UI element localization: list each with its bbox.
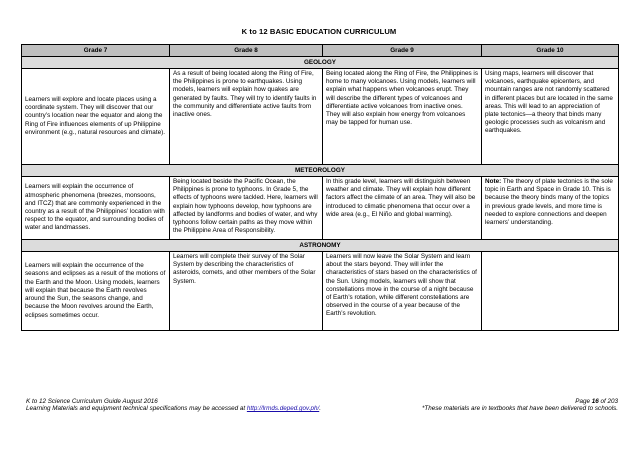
table-row — [22, 177, 619, 240]
meteorology-grade-9-cell: In this grade level, learners will distinguish between weather and climate. They will explain how different factors affect the climate of an area. They will also be introduced to climatic phenomena that occur over a wide area (e.g., El Niño and global warming). — [323, 177, 482, 240]
section-row-astronomy — [22, 240, 619, 252]
curriculum-table — [21, 44, 619, 331]
astronomy-grade-8-cell: Learners will complete their survey of the Solar System by describing the characteristics of asteroids, comets, and other members of the Solar System. — [170, 252, 323, 331]
astronomy-grade-9-cell: Learners will now leave the Solar System and learn about the stars beyond. They will infer the characteristics of stars based on the characteristics of the Sun. Using models, learners will show that constellations move in the course of a night because of Earth’s rotation, while different constellations are observed in the course of a year because of the Earth’s revolution. — [323, 252, 482, 331]
geology-grade-8-cell: As a result of being located along the Ring of Fire, the Philippines is prone to earthquakes. Using models, learners will explain how quakes are generated by faults. They will try to identify faults in the community and differentiate active faults from inactive ones. — [170, 69, 323, 165]
header-grade-8: Grade 8 — [170, 45, 323, 57]
geology-grade-10-cell: Using maps, learners will discover that volcanoes, earthquake epicenters, and mountain ranges are not randomly scattered in different places but are located in the same areas. This will lead to an appreciation of plate tectonics—a theory that binds many geologic processes such as volcanism and earthquakes. — [482, 69, 619, 165]
document-title: K to 12 BASIC EDUCATION CURRICULUM — [241, 27, 397, 36]
meteorology-grade-10-cell — [482, 177, 619, 240]
header-grade-9: Grade 9 — [323, 45, 482, 57]
header-grade-10: Grade 10 — [482, 45, 619, 57]
materials-prefix: Learning Materials and equipment technical specifications may be accessed at — [26, 405, 247, 412]
note-text: The theory of plate tectonics is the sole topic in Earth and Space in Grade 10. This is because the theory binds many of the topics in previous grade levels, and more time is needed to explore connections and deepen learners’ understanding. — [485, 178, 613, 227]
table-row — [22, 69, 619, 165]
meteorology-grade-8-cell: Being located beside the Pacific Ocean, the Philippines is prone to typhoons. In Grade 5, the effects of typhoons were tackled. Here, learners will explain how typhoons develop, how typhoons are affected by landforms and bodies of water, and why typhoons follow certain paths as they move within the Philippine Area of Responsibility. — [170, 177, 323, 240]
section-title-astronomy: ASTRONOMY — [22, 240, 619, 252]
section-row-geology — [22, 57, 619, 69]
section-title-geology: GEOLOGY — [22, 57, 619, 69]
table-row — [22, 252, 619, 331]
astronomy-grade-10-cell — [482, 252, 619, 331]
page-suffix: of 203 — [598, 398, 618, 405]
page-footer — [26, 398, 618, 412]
header-grade-7: Grade 7 — [22, 45, 170, 57]
page-indicator — [575, 398, 618, 405]
footer-guide-title: K to 12 Science Curriculum Guide August 2016 — [26, 398, 158, 405]
lrmds-link[interactable]: http://lrmds.deped.gov.ph/ — [246, 405, 320, 412]
footer-materials-note — [26, 405, 321, 412]
astronomy-grade-7-cell: Learners will explain the occurrence of the seasons and eclipses as a result of the motions of the Earth and the Moon. Using models, learners will explain that because the Earth revolves around the Sun, the seasons change, and because the Moon revolves around the Earth, eclipses sometimes occur. — [22, 252, 170, 331]
section-row-meteorology — [22, 165, 619, 177]
section-title-meteorology: METEOROLOGY — [22, 165, 619, 177]
materials-suffix: . — [319, 405, 321, 412]
note-label: Note: — [485, 178, 502, 185]
meteorology-grade-7-cell: Learners will explain the occurrence of atmospheric phenomena (breezes, monsoons, and ITCZ) that are commonly experienced in the country as a result of the Philippines’ location with respect to the equator, and surrounding bodies of water and landmasses. — [22, 177, 170, 240]
page-prefix: Page — [575, 398, 592, 405]
geology-grade-9-cell: Being located along the Ring of Fire, the Philippines is home to many volcanoes. Using models, learners will explain what happens when volcanoes erupt. They will describe the different types of volcanoes and differentiate active volcanoes from inactive ones. They will also explain how energy from volcanoes may be tapped for human use. — [323, 69, 482, 165]
page-number: 16 — [591, 398, 599, 405]
geology-grade-7-cell: Learners will explore and locate places using a coordinate system. They will discover that our country’s location near the equator and along the Ring of Fire influences elements of up Philippine environment (e.g., natural resources and climate). — [22, 69, 170, 165]
header-row — [22, 45, 619, 57]
footer-textbook-note: *These materials are in textbooks that have been delivered to schools. — [421, 405, 618, 412]
